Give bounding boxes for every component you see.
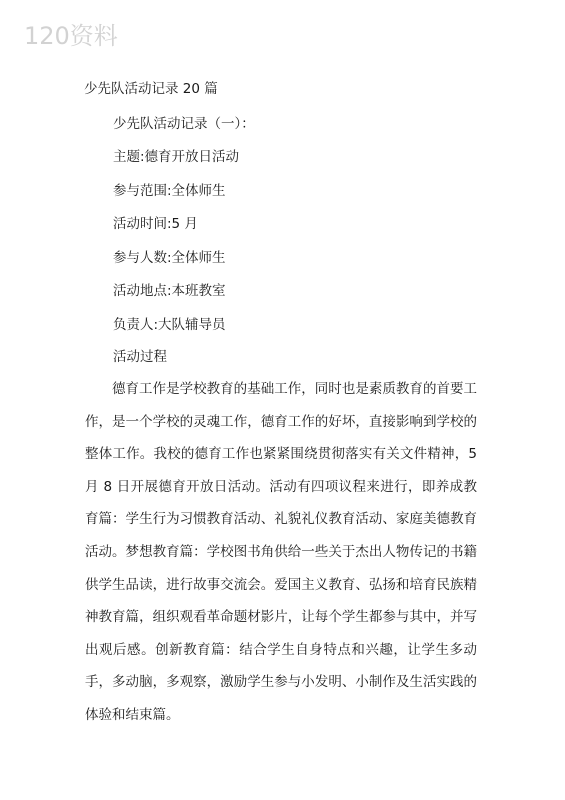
process-heading: 活动过程 bbox=[113, 349, 167, 365]
body-paragraph: 德育工作是学校教育的基础工作，同时也是素质教育的首要工作，是一个学校的灵魂工作，德育工作的好坏，直接影响到学校的整体工作。我校的德育工作也紧紧围绕贯彻落实有关文件精神，5 月 8 日开展德育开放日活动。活动有四项议程来进行，即养成教育篇：学生行为习惯教育活动、礼貌礼仪教育活动、家庭美德教育活动。梦想教育篇：学校图书角供给一些关于杰出人物传记的书籍供学生品读，进行故事交流会。爱国主义教育、弘扬和培育民族精神教育篇，组织观看革命题材影片，让每个学生都参与其中，并写出观后感。创新教育篇：结合学生自身特点和兴趣，让学生多动手，多动脑，多观察，激励学生参与小发明、小制作及生活实践的体验和结束篇。 bbox=[85, 381, 477, 723]
activity-scope: 参与范围:全体师生 bbox=[113, 183, 226, 199]
activity-location: 活动地点:本班教室 bbox=[113, 283, 226, 299]
activity-theme: 主题:德育开放日活动 bbox=[113, 149, 240, 165]
activity-time: 活动时间:5 月 bbox=[113, 216, 198, 232]
section-subtitle: 少先队活动记录（一）： bbox=[113, 116, 255, 132]
activity-leader: 负责人:大队辅导员 bbox=[113, 317, 226, 333]
watermark-logo: 120资料 bbox=[24, 22, 118, 50]
document-title: 少先队活动记录 20 篇 bbox=[84, 81, 218, 97]
activity-participants: 参与人数:全体师生 bbox=[113, 250, 226, 266]
